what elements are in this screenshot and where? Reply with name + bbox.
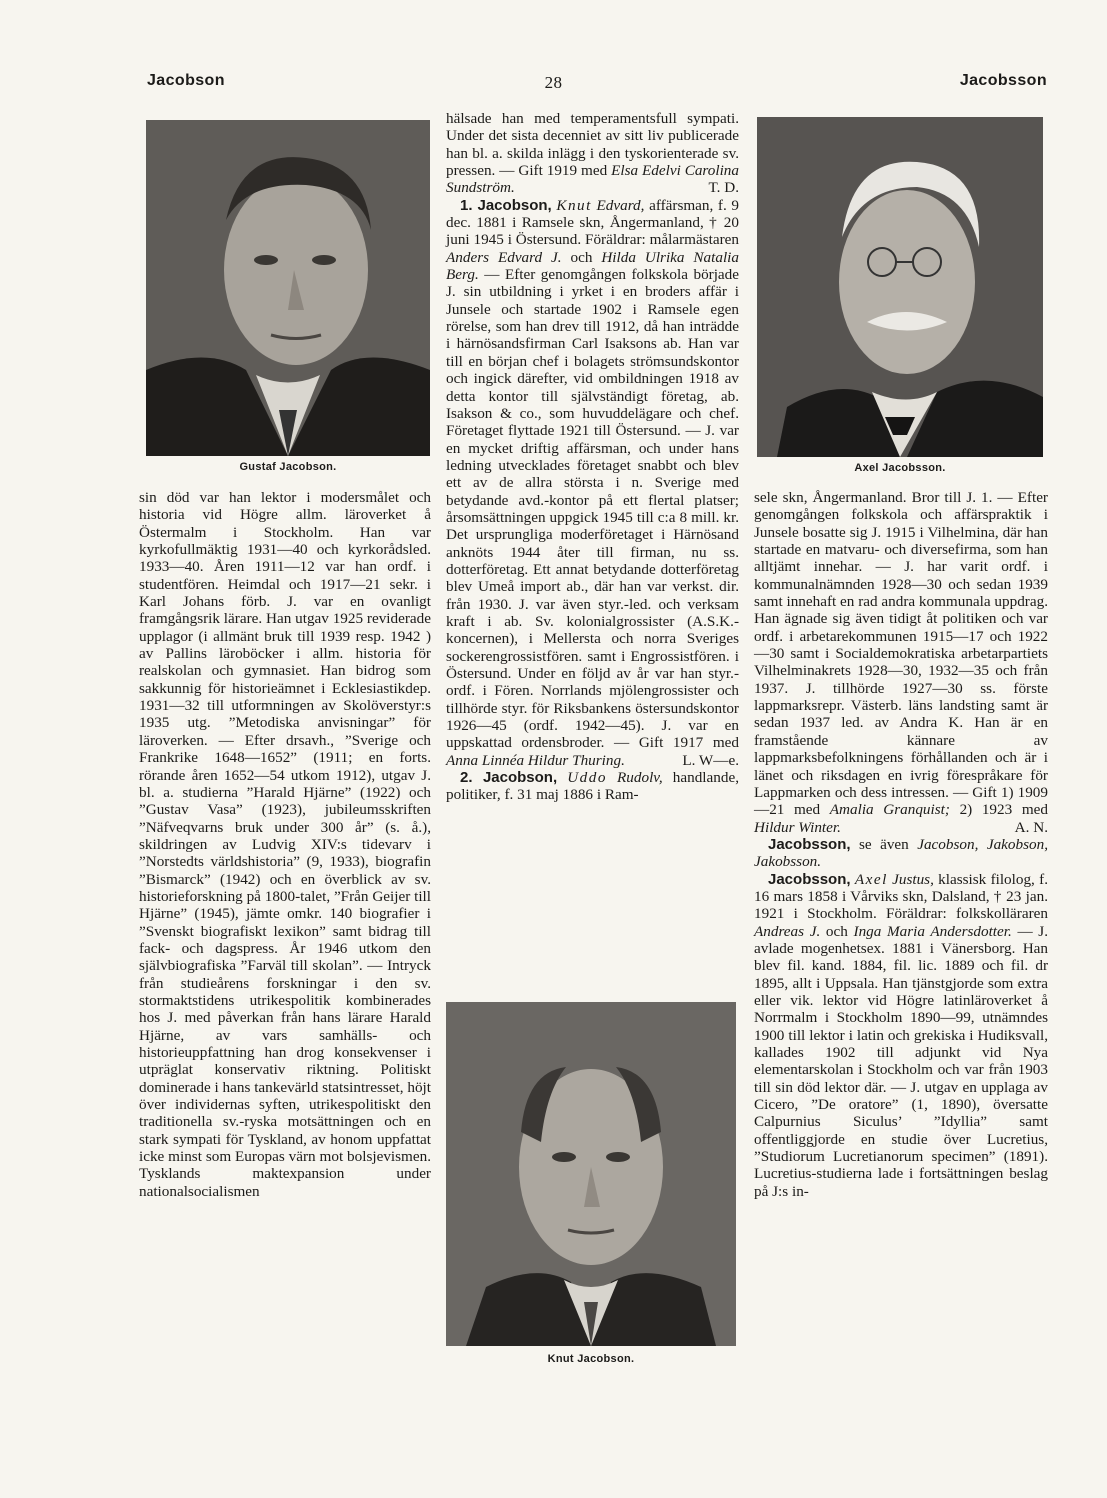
entry-axel-middlename: Justus,	[892, 870, 934, 888]
entry-knut-spouse: Anna Linnéa Hildur Thuring.	[446, 751, 625, 769]
column-3	[754, 489, 1048, 1200]
uddo-spouse-1: Amalia Granquist;	[829, 801, 950, 819]
portrait-gustaf-image	[146, 120, 430, 456]
entry-knut-middlename: Edvard,	[596, 196, 645, 214]
entry-knut-father: Anders Edvard J.	[446, 248, 562, 266]
portrait-knut-jacobson	[446, 1002, 736, 1346]
entry-uddo-middlename: Rudolv,	[617, 769, 663, 787]
entry-knut-signature: L. W—e.	[682, 751, 739, 769]
intro-signature: T. D.	[708, 179, 739, 197]
portrait-axel-image	[757, 117, 1043, 457]
entry-knut-lemma: 1. Jacobson,	[460, 196, 552, 214]
intro-text: hälsade han med temperamentsfull sympati. Under det sista decenniet av sitt liv publicerade han bl. a. skilda inlägg i den tyskorienterade sv. pressen. — Gift 1919 med	[446, 110, 739, 180]
entry-knut-text-a: affärsman, f. 9 dec. 1881 i Ramsele skn, Ångermanland, † 20 juni 1945 i Östersund. Föräldrar: målarmästaren	[446, 196, 740, 249]
entry-uddo-text-a: handlande, politiker, f. 31 maj 1886 i Ram-	[446, 769, 739, 804]
entry-knut-jacobson	[446, 197, 739, 769]
uddo-signature: A. N.	[1014, 818, 1048, 836]
see-also-text: se även	[858, 835, 909, 853]
column-1	[139, 489, 431, 1200]
page-number: 28	[544, 73, 563, 92]
caption-knut: Knut Jacobson.	[547, 1353, 635, 1365]
intro-spouse: Elsa Edelvi Carolina Sundström.	[446, 162, 739, 197]
entry-knut-mother: Hilda Ulrika Natalia Berg.	[446, 248, 739, 284]
running-head-left: Jacobson	[147, 72, 225, 89]
entry-see-also	[754, 836, 1048, 871]
entry-knut-and: och	[570, 248, 593, 266]
column-2	[446, 110, 739, 804]
entry-axel-father: Andreas J.	[754, 922, 821, 940]
caption-gustaf: Gustaf Jacobson.	[239, 461, 337, 473]
see-also-names: Jacobson, Jakobson, Jakobsson.	[754, 835, 1048, 871]
portrait-axel-jacobsson	[757, 117, 1043, 457]
caption-axel: Axel Jacobsson.	[854, 462, 946, 474]
gustaf-entry-continuation: sin död var han lektor i modersmålet och historia vid Högre allm. läroverket å Östermalm i Stockholm. Han var kyrkofullmäktig 1931—40 och kyrkorådsled. 1933—40. Åren 1911—12 var han ordf. i studentfören. Heimdal och 1917—21 sekr. i Karl Johans förb. J. var en ovanligt framgångsrik lärare. Han utgav 1925 reviderade upplagor (i allmänt bruk till 1939 resp. 1942 ) av Pallins läroböcker i allm. historia för realskolan och gymnasiet. Han bidrog som sakkunnig för historieämnet i Ecklesiastikdep. 1931—32 till utformningen av Skolöverstyr:s 1935 utg. ”Metodiska anvisningar” för läroverken. — Efter drsavh., ”Sverige och Frankrike 1648—1652” (1911; en forts. rörande åren 1652—54 utkom 1912), utgav J. bl. a. studierna ”Harald Hjärne” (1922) och ”Gustav Vasa” (1923), jubileumsskriften ”Näfveqvarns bruk under 300 år” (s. å.), skildringen av Ludvig XIV:s tidevarv i ”Norstedts världshistoria” (9, 1933), biografin ”Bismarck” (1942) och en överblick av sv. historieforskning på 1800-talet, ”Från Geijer till Hjärne” (1945), jämte omkr. 140 biografier i ”Svenskt biografiskt lexikon” samt bidrag till fack- och dagspress. År 1946 utkom den självbiografiska ”Farväl till skolan”. — Intryck från studieårens forskningar i den sv. stormaktstidens utrikespolitik kombinerades hos J. med påverkan från hans lärare Harald Hjärne, av vars samhälls- och historieuppfattning han drog konsekvenser i utpräglat konservativ riktning. Politiskt dominerade i hans tankevärld statsintresset, höjt över individernas syften, utrikespolitiskt den traditionella sv.-ryska motsättningen och en stark sympati för Tyskland, av honom uppfattat icke minst som Europas värn mot bolsjevismen. Tysklands maktexpansion under nationalsocialismen	[139, 489, 431, 1200]
entry-uddo-jacobson	[446, 769, 739, 804]
entry-knut-text-b: — Efter genomgången folkskola började J. sin utbildning i yrket i en broders affär i Junsele och startade 1902 i Ramsele egen rörelse, som han drev till 1912, då han inträdde i härnösandsfirman Carl Isaksons ab. Han var till en början chef i bolagets strömsundskontor och ingick därefter, vid ombildningen 1918 av detta kontor till självständigt företag, ab. Isakson & co., som huvuddelägare och chef. Företaget flyttade 1921 till Östersund. — J. var en mycket driftig affärsman, och under hans ledning utvecklades företaget snabbt och blev ett av de allra största i n. Sverige med betydande avd.-kontor på ett flertal platser; årsomsättningen uppgick 1945 till c:a 8 mill. kr. Det ursprungliga moderföretaget i Härnösand anknöts 1944 åter till firman, nu ss. dotterföretag. Ett annat betydande dotterföretag blev Umeå import ab., där han var verkst. dir. från 1930. J. var även styr.-led. och verksam kraft i ab. Sv. kolonialgrossister (A.S.K.-koncernen), i Mellersta och norra Sveriges sockerengrossistfören. samt i Engrossistfören. i Östersund. Under en följd av år var han styr.-ordf. i Fören. Norrlands mjölengrossister och tillhörde styr. för Riksbankens östersundskontor 1926—45 (ordf. 1942—45). J. var en uppskattad ordensbroder. — Gift 1917 med	[446, 266, 740, 752]
entry-axel-and: och	[825, 922, 848, 940]
entry-uddo-firstname: Uddo	[567, 769, 607, 787]
portrait-gustaf-jacobson	[146, 120, 430, 456]
running-head-right: Jacobsson	[959, 72, 1047, 89]
see-also-lemma: Jacobsson,	[768, 835, 851, 853]
entry-axel-jacobsson	[754, 871, 1048, 1201]
entry-axel-text-b: — J. avlade mogenhetsex. 1881 i Vänersborg. Han blev fil. kand. 1884, fil. lic. 1889 och fil. dr 1895, allt i Uppsala. Han tjänstgjorde som extra eller vik. lektor vid Högre latinläroverket å Norrmalm i Stockholm 1890—99, utnämndes 1900 till lektor i latin och grekiska i Hudiksvall, kallades 1902 till adjunkt vid Nya elementarskolan i Stockholm och var från 1903 till sin död lektor där. — J. utgav en upplaga av Cicero, ”De oratore” (1, 1890), översatte Calpurnius Siculus’ ”Idyllia” samt offentliggjorde en studie över Lucretius, ”Studiorum Lucretianorum specimen” (1891). Lucretius-studierna lade i fortsättningen beslag på J:s in-	[754, 922, 1048, 1200]
uddo-spouse-2: Hildur Winter.	[754, 818, 841, 836]
entry-axel-mother: Inga Maria Andersdotter.	[853, 922, 1012, 940]
uddo-text-cont: sele skn, Ångermanland. Bror till J. 1. — Efter genomgången folkskola och affärspraktik i Junsele bosatte sig J. 1915 i Vilhelmina, där han startade en matvaru- och diversefirma, som han alltjämt innehar. — J. har varit ordf. i kommunalnämnden 1928—30 och sedan 1939 samt innehaft en rad andra kommunala uppdrag. Han ägnade sig även tidigt åt politiken och var ordf. i arbetarekommunen 1915—17 och 1922—30 samt i Socialdemokratiska arbetarpartiets Vilhelminakrets 1928—30, 1932—35 och från 1937. J. tillhörde 1927—30 ss. förste lappmarksrepr. Västerb. läns landsting samt är sedan 1937 led. av Andra K. Han är en framstående kännare av lappmarksbefolkningens förhållanden och är i länet och riksdagen en ivrig förespråkare för Lappmarken och dess intressen. — Gift 1) 1909—21 med	[754, 489, 1048, 819]
portrait-knut-image	[446, 1002, 736, 1346]
entry-knut-firstname: Knut	[556, 196, 592, 214]
entry-axel-text-a: klassisk filolog, f. 16 mars 1858 i Vårviks skn, Dalsland, † 23 jan. 1921 i Stockholm. Föräldrar: folkskolläraren	[754, 870, 1049, 923]
previous-entry-end	[446, 110, 739, 197]
entry-uddo-continuation	[754, 489, 1048, 836]
entry-axel-lemma: Jacobsson,	[768, 870, 851, 888]
uddo-text-mid: 2) 1923 med	[959, 801, 1048, 819]
entry-uddo-lemma: 2. Jacobson,	[460, 769, 558, 787]
entry-axel-firstname: Axel	[854, 870, 888, 888]
